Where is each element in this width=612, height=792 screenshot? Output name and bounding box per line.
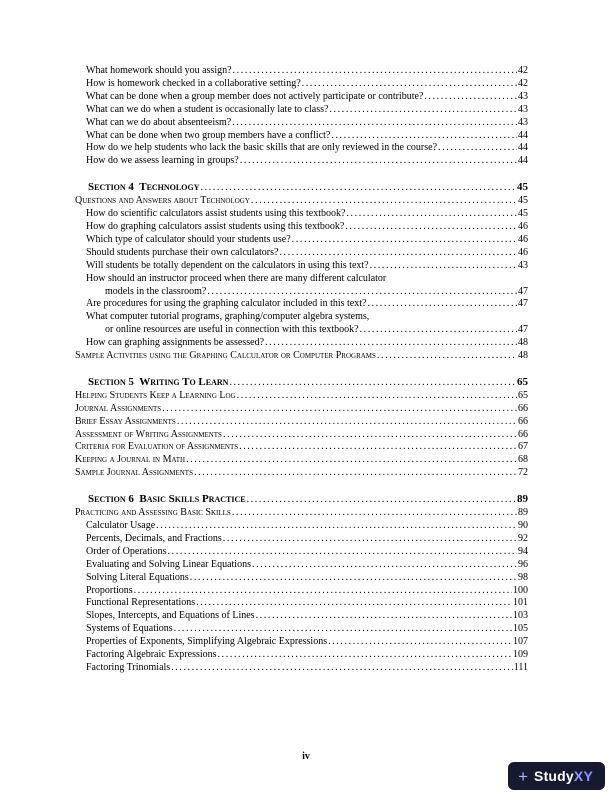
toc-entry-page-number: 66 [518, 415, 528, 427]
toc-entry-title: How do graphing calculators assist students using this textbook? [86, 220, 345, 232]
toc-entry-page-number: 90 [518, 520, 528, 531]
toc-entry [75, 208, 528, 221]
toc-entry-page-number: 66 [518, 428, 528, 440]
toc-entry-page-number: 46 [518, 246, 528, 258]
dot-leader [240, 155, 517, 168]
toc-entry-title: Percents, Decimals, and Fractions [86, 532, 222, 544]
toc-entry-page-number: 68 [518, 454, 528, 466]
dot-leader [233, 65, 517, 78]
dot-leader [252, 559, 517, 572]
dot-leader [196, 597, 512, 610]
toc-entry [75, 636, 528, 649]
toc-entry [75, 142, 528, 155]
toc-entry-page-number: 72 [518, 467, 528, 479]
toc-entry [75, 65, 528, 78]
dot-leader [186, 454, 517, 467]
toc-entry-title: Criteria for Evaluation of Assignments [75, 441, 239, 453]
toc-entry-title: What can we do about absenteeism? [86, 116, 232, 128]
toc-entry [75, 454, 528, 467]
toc-entry-page-number: 94 [518, 545, 528, 557]
page-number-footer: iv [302, 751, 310, 762]
toc-entry [75, 403, 528, 416]
toc-entry [75, 416, 528, 429]
toc-entry-title: Section 5 Writing To Learn [88, 375, 229, 388]
dot-leader [251, 195, 517, 208]
toc-entry-page-number: 101 [513, 597, 528, 609]
toc-entry-title: What computer tutorial programs, graphing/computer algebra systems, [86, 311, 370, 323]
dot-leader [345, 221, 517, 234]
studyxy-badge[interactable] [508, 762, 605, 790]
toc-entry-title: Practicing and Assessing Basic Skills [75, 507, 231, 519]
toc-entry-title: How do we assess learning in groups? [86, 155, 239, 167]
toc-entry-title: How do we help students who lack the basic skills that are only reviewed in the course? [86, 142, 438, 154]
toc-entry-page-number: 43 [518, 259, 528, 271]
toc-entry [75, 597, 528, 610]
toc-entry-title: How can graphing assignments be assessed? [86, 337, 265, 349]
toc-entry-title: Journal Assignments [75, 402, 162, 414]
dot-leader [229, 376, 516, 390]
dot-leader [346, 208, 517, 221]
toc-entry-title: Proportions [86, 584, 133, 596]
toc-entry [75, 572, 528, 585]
toc-entry-page-number: 111 [513, 661, 528, 673]
toc-entry [75, 273, 528, 286]
dot-leader [331, 130, 517, 143]
toc-entry-title: Are procedures for using the graphing calculator included in this text? [86, 298, 367, 310]
toc-entry-title: How should an instructor proceed when there are many different calculator [86, 272, 387, 284]
toc-entry [75, 429, 528, 442]
toc-entry [75, 234, 528, 247]
brand-study: Study [534, 768, 574, 784]
toc-entry [75, 610, 528, 623]
dot-leader [174, 623, 512, 636]
dot-leader [232, 117, 517, 130]
toc-entry-page-number: 47 [518, 285, 528, 297]
dot-leader [438, 142, 517, 155]
dot-leader [134, 585, 512, 598]
toc-entry [75, 623, 528, 636]
toc-section-heading [75, 493, 528, 507]
toc-entry-title: Properties of Exponents, Simplifying Algebraic Expressions [86, 636, 328, 648]
toc-entry-page-number: 44 [518, 129, 528, 141]
dot-leader [377, 350, 517, 363]
dot-leader [218, 649, 512, 662]
toc-entry-page-number: 67 [518, 441, 528, 453]
toc-entry [75, 350, 528, 363]
toc-entry [75, 78, 528, 91]
toc-entry-title: Will students be totally dependent on the calculators in using this text? [86, 259, 369, 271]
plus-icon: + [518, 766, 529, 786]
toc-entry-page-number: 96 [518, 558, 528, 570]
toc-entry [75, 298, 528, 311]
toc-entry [75, 520, 528, 533]
toc-entry-page-number: 89 [517, 493, 528, 506]
toc-entry-page-number: 65 [518, 389, 528, 401]
toc-entry-title: What can be done when two group members have a conflict? [86, 129, 331, 141]
brand-xy: XY [573, 768, 593, 784]
toc-entry [75, 585, 528, 598]
toc-entry-title: Keeping a Journal in Math [75, 454, 186, 466]
toc-entry-title: Should students purchase their own calculators? [86, 246, 279, 258]
toc-entry-title: Systems of Equations [86, 623, 173, 635]
toc-entry-page-number: 66 [518, 402, 528, 414]
toc-entry [75, 130, 528, 143]
toc-entry-page-number: 43 [518, 90, 528, 102]
toc-section-heading [75, 181, 528, 195]
dot-leader [265, 337, 517, 350]
toc-entry [75, 91, 528, 104]
toc-entry [75, 507, 528, 520]
dot-leader [292, 234, 517, 247]
dot-leader [424, 91, 517, 104]
toc-entry-page-number: 45 [518, 208, 528, 220]
dot-leader [232, 507, 517, 520]
toc-entry [75, 467, 528, 480]
dot-leader [247, 493, 516, 507]
dot-leader [302, 78, 517, 91]
toc-entry [75, 195, 528, 208]
toc-entry-title: Evaluating and Solving Linear Equations [86, 558, 251, 570]
toc-entry-page-number: 42 [518, 77, 528, 89]
toc-entry-page-number: 48 [518, 350, 528, 362]
toc-entry [75, 662, 528, 675]
toc-entry-title: How is homework checked in a collaborative setting? [86, 77, 301, 89]
toc-entry [75, 311, 528, 324]
toc-entry [75, 104, 528, 117]
toc-entry-page-number: 47 [518, 324, 528, 336]
dot-leader [256, 610, 512, 623]
toc-entry [75, 441, 528, 454]
toc-entry-title: Sample Activities using the Graphing Calculator or Computer Programs [75, 350, 376, 362]
dot-leader [367, 298, 517, 311]
toc-entry-page-number: 43 [518, 116, 528, 128]
toc-entry-page-number: 92 [518, 532, 528, 544]
toc-entry-title: What can be done when a group member does not actively participate or contribute? [86, 90, 424, 102]
dot-leader [162, 403, 517, 416]
dot-leader [328, 636, 512, 649]
dot-leader [223, 533, 517, 546]
toc-entry [75, 533, 528, 546]
dot-leader [360, 324, 517, 337]
toc-entry-title: How do scientific calculators assist students using this textbook? [86, 208, 346, 220]
toc-entry-title: Questions and Answers about Technology [75, 195, 250, 207]
toc-entry [75, 390, 528, 403]
toc-entry-page-number: 42 [518, 65, 528, 76]
toc-entry [75, 286, 528, 299]
toc-entry-title: Helping Students Keep a Learning Log [75, 389, 236, 401]
dot-leader [279, 247, 517, 260]
toc-entry-title: or online resources are useful in connection with this textbook? [105, 324, 359, 336]
toc-entry-page-number: 46 [518, 220, 528, 232]
toc-entry [75, 155, 528, 168]
toc-entry-page-number: 89 [518, 507, 528, 519]
toc-entry-page-number: 48 [518, 337, 528, 349]
toc-entry-title: Solving Literal Equations [86, 571, 189, 583]
toc-entry-title: models in the classroom? [105, 285, 207, 297]
toc-entry-title: Brief Essay Assignments [75, 415, 176, 427]
toc-entry [75, 559, 528, 572]
dot-leader [237, 390, 517, 403]
toc-entry-title: Factoring Algebraic Expressions [86, 649, 217, 661]
toc-entry-title: Order of Operations [86, 545, 167, 557]
toc-entry-page-number: 45 [518, 195, 528, 207]
toc-entry [75, 337, 528, 350]
toc-entry-title: Section 6 Basic Skills Practice [88, 493, 246, 506]
toc-entry-title: Slopes, Intercepts, and Equations of Lines [86, 610, 255, 622]
dot-leader [190, 572, 517, 585]
toc-entry-title: Functional Representations [86, 597, 196, 609]
dot-leader [177, 416, 517, 429]
toc-entry-page-number: 98 [518, 571, 528, 583]
toc-entry-page-number: 100 [513, 584, 528, 596]
toc-entry [75, 247, 528, 260]
dot-leader [171, 662, 513, 675]
toc-entry-title: What homework should you assign? [86, 65, 232, 76]
dot-leader [168, 546, 517, 559]
toc-entry [75, 221, 528, 234]
dot-leader [239, 441, 517, 454]
dot-leader [329, 104, 517, 117]
toc-entry-page-number: 47 [518, 298, 528, 310]
toc-entry-page-number: 65 [517, 375, 528, 388]
brand-wordmark [534, 769, 593, 783]
dot-leader [156, 520, 517, 533]
dot-leader [223, 429, 517, 442]
toc-entry-title: Calculator Usage [86, 520, 156, 531]
toc-entry-title: What can we do when a student is occasionally late to class? [86, 103, 329, 115]
dot-leader [370, 260, 517, 273]
toc-entry-page-number: 109 [513, 649, 528, 661]
toc-entry [75, 649, 528, 662]
toc-entry-page-number: 45 [517, 181, 528, 194]
toc-entry-page-number: 44 [518, 155, 528, 167]
dot-leader [200, 181, 516, 195]
toc-list [75, 65, 528, 675]
toc-entry [75, 117, 528, 130]
toc-entry-page-number: 103 [513, 610, 528, 622]
toc-entry-title: Section 4 Technology [88, 181, 200, 194]
toc-entry-title: Sample Journal Assignments [75, 467, 193, 479]
toc-entry-title: Factoring Trinomials [86, 661, 171, 673]
toc-entry-page-number: 46 [518, 233, 528, 245]
toc-entry-page-number: 43 [518, 103, 528, 115]
toc-entry-page-number: 44 [518, 142, 528, 154]
toc-entry-page-number: 107 [513, 636, 528, 648]
toc-entry-title: Which type of calculator should your students use? [86, 233, 291, 245]
toc-section-heading [75, 376, 528, 390]
toc-entry-page-number: 105 [513, 623, 528, 635]
toc-entry-title: Assessment of Writing Assignments [75, 428, 222, 440]
dot-leader [207, 286, 517, 299]
dot-leader [194, 467, 517, 480]
toc-entry [75, 260, 528, 273]
toc-entry [75, 546, 528, 559]
toc-entry [75, 324, 528, 337]
